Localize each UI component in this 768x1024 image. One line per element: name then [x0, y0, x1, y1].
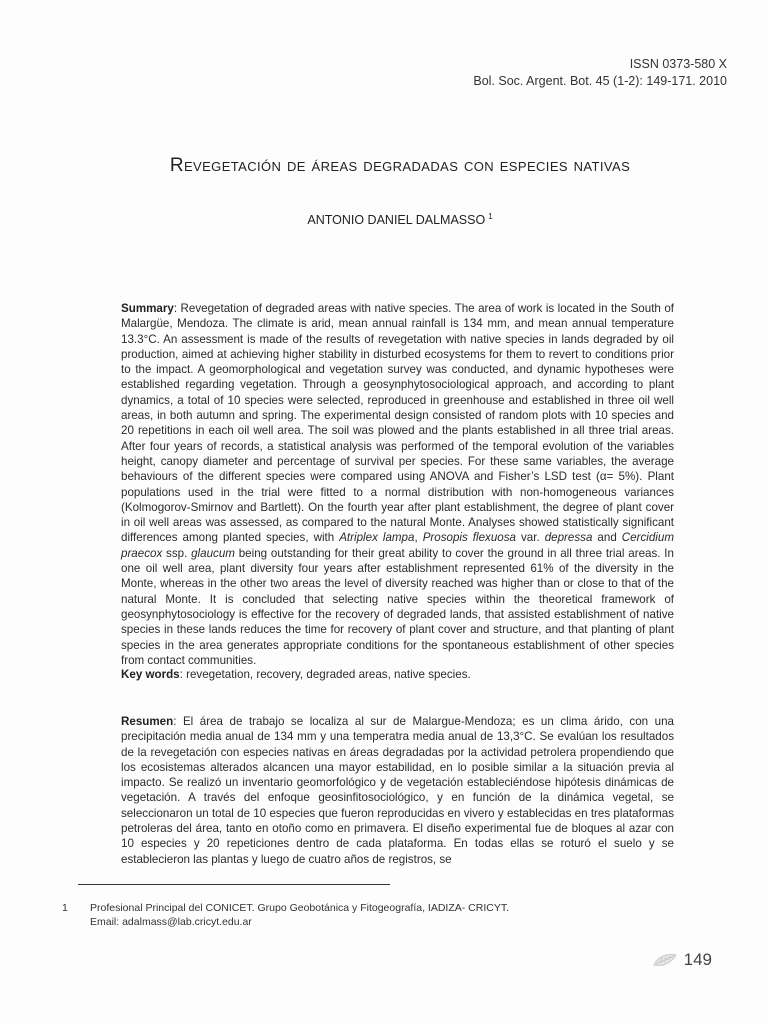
summary-text: ssp.	[162, 546, 192, 560]
footnote-number: 1	[62, 902, 68, 914]
issn-line: ISSN 0373-580 X	[629, 57, 727, 71]
species-name: depressa	[544, 531, 593, 545]
summary-text: : Revegetation of degraded areas with native species. The area of work is located in the South of Malargüe, Mendoza. The climate is arid, mean annual rainfall is 134 mm, and mean annual temperature 13.3°C. An assessment is made of the results of revegetation with native species in lands degraded by oil production, aimed at achieving higher stability in disturbed ecosystems for them to revert to conditions prior to the impact. A geomorphological and vegetation survey was conducted, and dynamic hypotheses were established regarding vegetation. Through a geosynphytosociological approach, and according to plant dynamics, a total of 10 species were selected, reproduced in greenhouse and established in three oil well areas, in both autumn and spring. The experimental design consisted of random plots with 10 species and 20 repetitions in each oil well area. The soil was plowed and the plants established in all three trial areas. After four years of records, a statistical analysis was performed of the temporal evolution of the variables height, canopy diameter and percentage of survival per species. For these same variables, the average behaviours of the different species were compared using ANOVA and Fisher’s LSD test (α= 5%). Plant populations used in the trial were fitted to a normal distribution with non-homogeneous variances (Kolmogorov-Smirnov and Bartlett). On the fourth year after plant establishment, the degree of plant cover in oil well areas was assessed, as compared to the natural Monte. Analyses showed statistically significant differences among planted species, with	[121, 302, 674, 545]
author-footnote-mark: 1	[488, 212, 493, 221]
species-name: Prosopis flexuosa	[422, 531, 516, 545]
footnote	[62, 901, 682, 929]
resumen-paragraph	[121, 714, 674, 867]
species-name: Atriplex lampa	[339, 531, 415, 545]
author-name: ANTONIO DANIEL DALMASSO	[307, 213, 486, 227]
species-name: Cercidium praecox	[121, 531, 674, 560]
summary-paragraph	[121, 301, 674, 668]
resumen-label: Resumen	[121, 715, 174, 728]
keywords-paragraph	[121, 667, 674, 682]
footnote-email: Email: adalmass@lab.cricyt.edu.ar	[90, 916, 252, 928]
author-line	[0, 212, 768, 227]
footnote-divider	[78, 884, 390, 885]
keywords-label: Key words	[121, 668, 180, 681]
summary-text: and	[592, 531, 622, 545]
journal-header	[473, 56, 727, 90]
leaf-ornament-icon	[652, 952, 678, 968]
species-name: glaucum	[191, 546, 235, 560]
summary-text: ,	[414, 531, 423, 545]
footnote-affiliation: Profesional Principal del CONICET. Grupo Geobotánica y Fitogeografía, IADIZA- CRICYT.	[90, 902, 510, 914]
page-number: 149	[683, 950, 712, 969]
summary-text: var.	[516, 531, 545, 545]
summary-text: being outstanding for their great ability to cover the ground in all three trial areas. In one oil well area, plant diversity four years after establishment represented 61% of the diversity in the Monte, whereas in the other two areas the level of diversity reached was higher than or close to that of the natural Monte. It is concluded that selecting native species within the theoretical framework of geosynphytosociology is effective for the recovery of degraded lands, that assisted establishment of native species in these lands reduces the time for recovery of plant cover and structure, and that planting of plant species in the area generates appropriate conditions for the spontaneous establishment of other species from contact communities.	[121, 546, 674, 667]
resumen-text: : El área de trabajo se localiza al sur de Malargue-Mendoza; es un clima árido, con una precipitación media anual de 134 mm y una temperatra media anual de 13,3°C. Se evalúan los resultados de la revegetación con especies nativas en áreas degradadas por la actividad petrolera propendiendo que los ecosistemas alterados alcancen una mayor estabilidad, en lo posible similar a la situación previa al impacto. Se realizó un inventario geomorfológico y de vegetación estableciéndose hipótesis dinámicas de vegetación. A través del enfoque geosinfitosociológico, y en función de la dinámica vegetal, se seleccionaron un total de 10 especies que fueron reproducidas en vivero y establecidas en tres plataformas petroleras del área, tanto en otoño como en primavera. El diseño experimental fue de bloques al azar con 10 especies y 20 repeticiones dentro de cada plataforma. En todas ellas se roturó el suelo y se establecieron las plantas y luego de cuatro años de registros, se	[121, 715, 674, 866]
citation-line: Bol. Soc. Argent. Bot. 45 (1-2): 149-171. 2010	[473, 74, 727, 88]
keywords-text: : revegetation, recovery, degraded areas, native species.	[179, 668, 471, 681]
article-title: Revegetación de áreas degradadas con especies nativas	[169, 155, 631, 176]
footnote-affiliation-line	[62, 901, 682, 915]
page-number-block	[652, 950, 712, 970]
summary-label: Summary	[121, 302, 174, 315]
